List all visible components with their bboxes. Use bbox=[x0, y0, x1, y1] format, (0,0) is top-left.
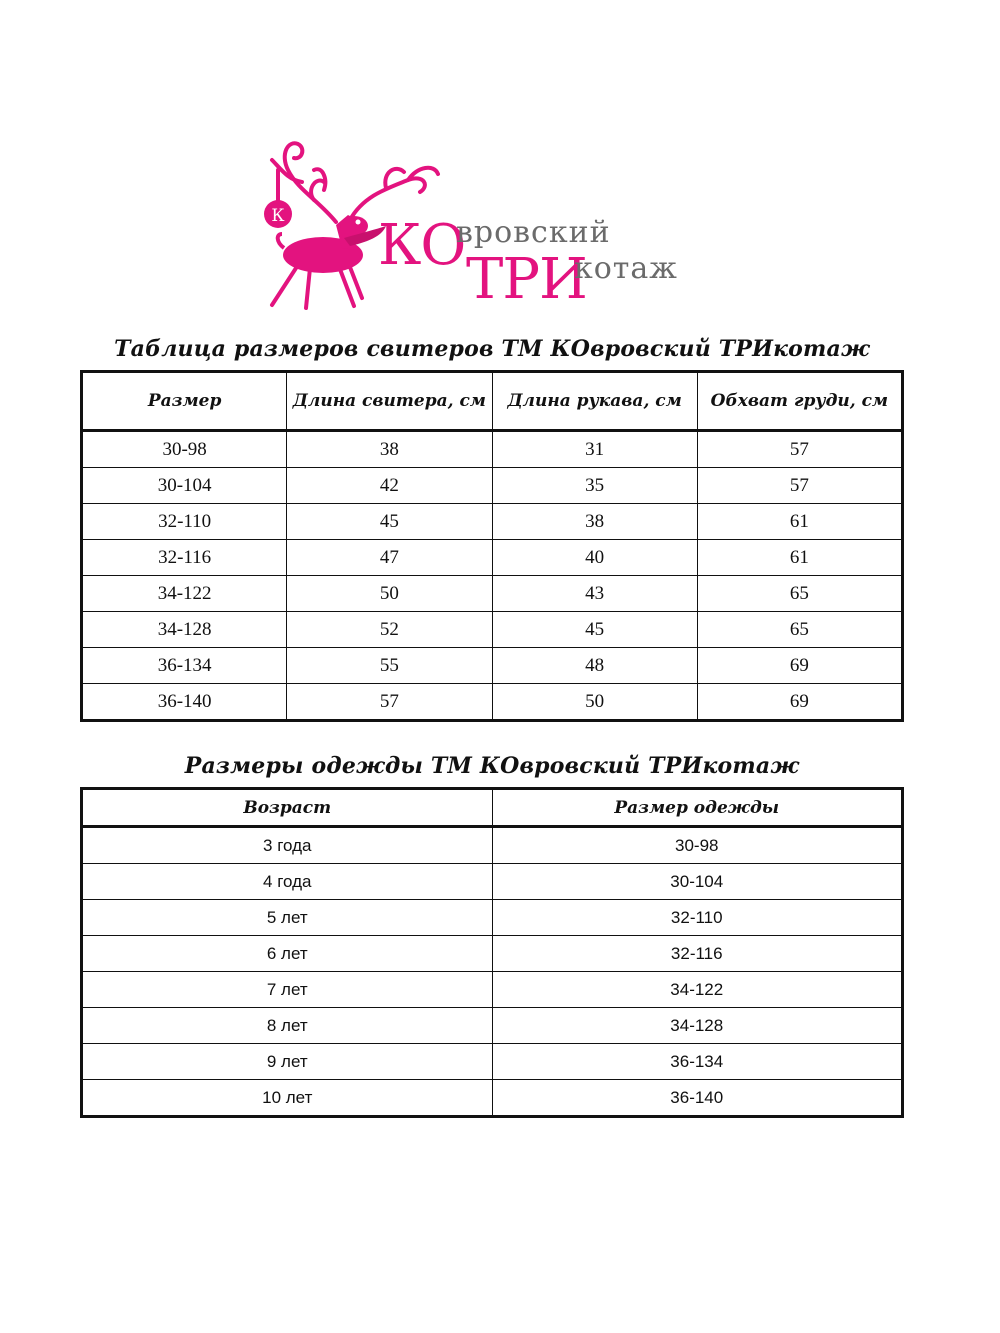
cell: 38 bbox=[287, 431, 492, 468]
cell: 9 лет bbox=[82, 1044, 493, 1080]
cell: 6 лет bbox=[82, 936, 493, 972]
cell: 69 bbox=[697, 684, 902, 721]
cell: 48 bbox=[492, 648, 697, 684]
cell: 61 bbox=[697, 540, 902, 576]
cell: 32-116 bbox=[492, 936, 903, 972]
cell: 36-134 bbox=[492, 1044, 903, 1080]
table-header-row bbox=[82, 789, 903, 827]
cell: 34-122 bbox=[492, 972, 903, 1008]
cell: 7 лет bbox=[82, 972, 493, 1008]
cell: 34-128 bbox=[492, 1008, 903, 1044]
cell: 36-134 bbox=[82, 648, 287, 684]
cell: 42 bbox=[287, 468, 492, 504]
cell: 34-128 bbox=[82, 612, 287, 648]
brand-tri: ТРИ bbox=[466, 247, 587, 312]
table-row bbox=[82, 936, 903, 972]
brand-vrovsky: вровский bbox=[456, 215, 611, 250]
table-row bbox=[82, 431, 903, 468]
cell: 57 bbox=[287, 684, 492, 721]
table-row bbox=[82, 827, 903, 864]
brand-logo bbox=[258, 130, 728, 315]
cell: 69 bbox=[697, 648, 902, 684]
cell: 43 bbox=[492, 576, 697, 612]
table-row bbox=[82, 1044, 903, 1080]
header-age: Возраст bbox=[82, 789, 493, 827]
table-row bbox=[82, 468, 903, 504]
cell: 10 лет bbox=[82, 1080, 493, 1117]
cell: 30-98 bbox=[82, 431, 287, 468]
table-row bbox=[82, 1080, 903, 1117]
header-chest-girth: Обхват груди, см bbox=[697, 372, 902, 431]
header-sweater-length: Длина свитера, см bbox=[287, 372, 492, 431]
cell: 65 bbox=[697, 576, 902, 612]
table-row bbox=[82, 648, 903, 684]
table-row bbox=[82, 972, 903, 1008]
brand-ko: КО bbox=[378, 213, 466, 278]
cell: 65 bbox=[697, 612, 902, 648]
table1-title: Таблица размеров свитеров ТМ КОвровский ТРИкотаж bbox=[114, 336, 870, 362]
table-row bbox=[82, 576, 903, 612]
header-size: Размер bbox=[82, 372, 287, 431]
table-header-row bbox=[82, 372, 903, 431]
cell: 32-116 bbox=[82, 540, 287, 576]
cell: 32-110 bbox=[492, 900, 903, 936]
cell: 30-104 bbox=[82, 468, 287, 504]
clothing-size-table bbox=[80, 787, 904, 1118]
cell: 45 bbox=[492, 612, 697, 648]
cell: 30-104 bbox=[492, 864, 903, 900]
table-row bbox=[82, 540, 903, 576]
cell: 40 bbox=[492, 540, 697, 576]
cell: 47 bbox=[287, 540, 492, 576]
cell: 3 года bbox=[82, 827, 493, 864]
table-row bbox=[82, 864, 903, 900]
cell: 52 bbox=[287, 612, 492, 648]
cell: 57 bbox=[697, 468, 902, 504]
brand-kotazh: котаж bbox=[574, 251, 678, 286]
table-row bbox=[82, 1008, 903, 1044]
cell: 36-140 bbox=[492, 1080, 903, 1117]
cell: 35 bbox=[492, 468, 697, 504]
ornament-letter: К bbox=[271, 206, 285, 226]
cell: 61 bbox=[697, 504, 902, 540]
table-row bbox=[82, 612, 903, 648]
table2-title: Размеры одежды ТМ КОвровский ТРИкотаж bbox=[184, 753, 800, 779]
cell: 50 bbox=[287, 576, 492, 612]
cell: 31 bbox=[492, 431, 697, 468]
table-row bbox=[82, 900, 903, 936]
cell: 57 bbox=[697, 431, 902, 468]
cell: 45 bbox=[287, 504, 492, 540]
cell: 8 лет bbox=[82, 1008, 493, 1044]
header-sleeve-length: Длина рукава, см bbox=[492, 372, 697, 431]
table-row bbox=[82, 504, 903, 540]
table-row bbox=[82, 684, 903, 721]
cell: 4 года bbox=[82, 864, 493, 900]
cell: 36-140 bbox=[82, 684, 287, 721]
sweater-size-table bbox=[80, 370, 904, 722]
cell: 50 bbox=[492, 684, 697, 721]
cell: 55 bbox=[287, 648, 492, 684]
cell: 30-98 bbox=[492, 827, 903, 864]
cell: 5 лет bbox=[82, 900, 493, 936]
header-clothing-size: Размер одежды bbox=[492, 789, 903, 827]
cell: 32-110 bbox=[82, 504, 287, 540]
cell: 34-122 bbox=[82, 576, 287, 612]
cell: 38 bbox=[492, 504, 697, 540]
